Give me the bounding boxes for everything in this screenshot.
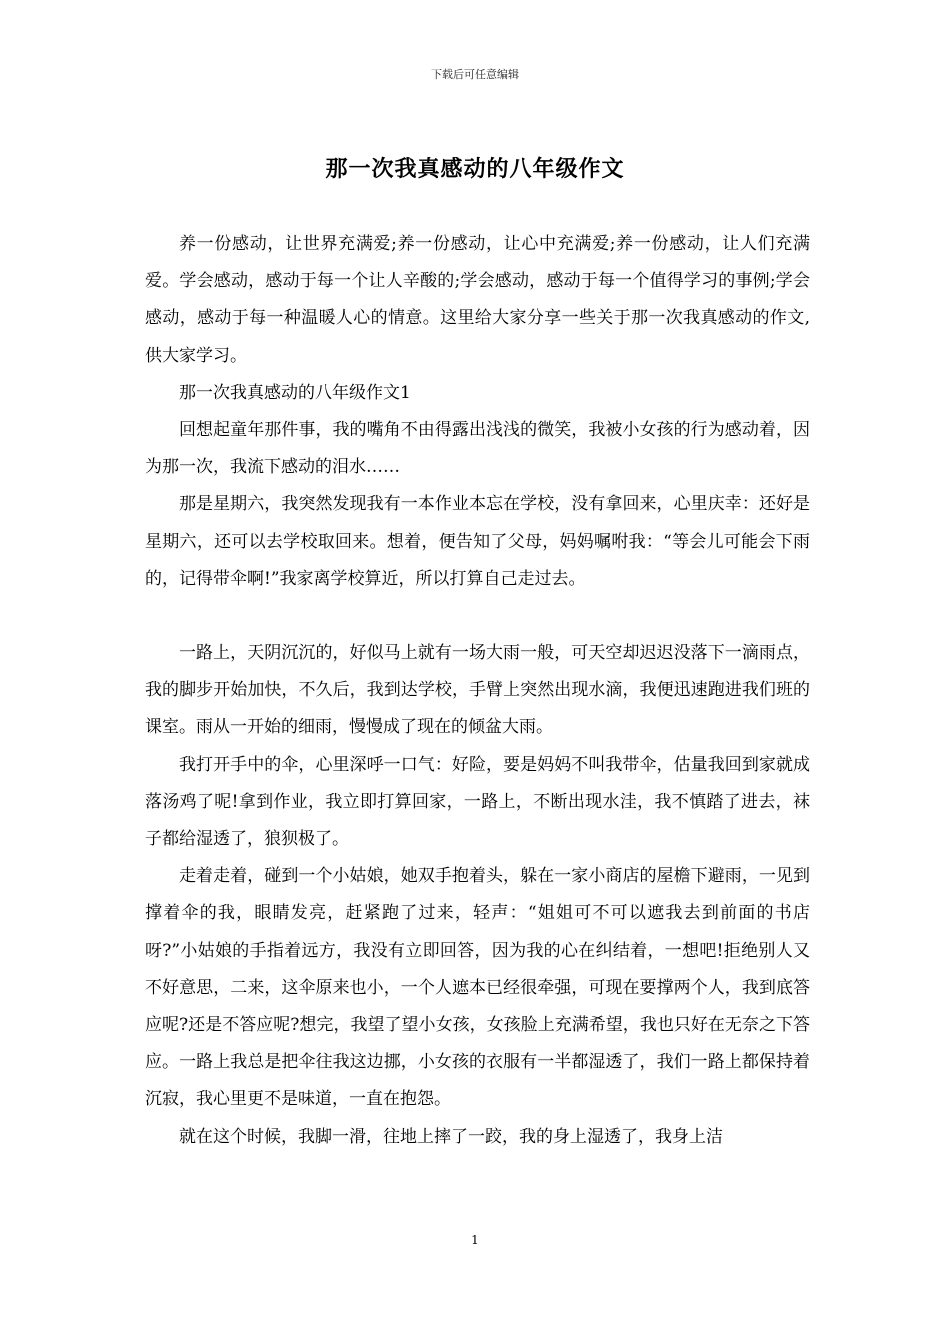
- header-note: 下载后可任意编辑: [431, 68, 519, 81]
- paragraph: 一路上，天阴沉沉的，好似马上就有一场大雨一般，可天空却迟迟没落下一滴雨点，我的脚步开始加快，不久后，我到达学校，手臂上突然出现水滴，我便迅速跑进我们班的课室。雨从一开始的细雨，慢慢成了现在的倾盆大雨。: [145, 643, 810, 738]
- document-title: 那一次我真感动的八年级作文: [325, 156, 625, 182]
- paragraph: 走着走着，碰到一个小姑娘，她双手抱着头，躲在一家小商店的屋檐下避雨，一见到撑着伞的我，眼睛发亮，赶紧跑了过来，轻声：“姐姐可不可以遮我去到前面的书店呀?”小姑娘的手指着远方，我没有立即回答，因为我的心在纠结着，一想吧!拒绝别人又不好意思，二来，这伞原来也小，一个人遮本已经很牵强，可现在要撑两个人，我到底答应呢?还是不答应呢?想完，我望了望小女孩，女孩脸上充满希望，我也只好在无奈之下答应。一路上我总是把伞往我这边挪，小女孩的衣服有一半都湿透了，我们一路上都保持着沉寂，我心里更不是味道，一直在抱怨。: [145, 866, 810, 1110]
- page-number: 1: [471, 1233, 479, 1247]
- paragraph: 就在这个时候，我脚一滑，往地上摔了一跤，我的身上湿透了，我身上洁: [179, 1126, 723, 1147]
- section-heading: 那一次我真感动的八年级作文1: [179, 382, 411, 403]
- paragraph: 回想起童年那件事，我的嘴角不由得露出浅浅的微笑，我被小女孩的行为感动着，因为那一次，我流下感动的泪水……: [145, 420, 810, 478]
- paragraph: 我打开手中的伞，心里深呼一口气：好险，要是妈妈不叫我带伞，估量我回到家就成落汤鸡了呢!拿到作业，我立即打算回家，一路上，不断出现水洼，我不慎踏了进去，袜子都给湿透了，狼狈极了。: [145, 754, 810, 850]
- paragraph-intro: 养一份感动，让世界充满爱;养一份感动，让心中充满爱;养一份感动，让人们充满爱。学会感动，感动于每一个让人辛酸的;学会感动，感动于每一个值得学习的事例;学会感动，感动于每一种温暖人心的情意。这里给大家分享一些关于那一次我真感动的作文,供大家学习。: [145, 234, 810, 366]
- paragraph: 那是星期六，我突然发现我有一本作业本忘在学校，没有拿回来，心里庆幸：还好是星期六，还可以去学校取回来。想着，便告知了父母，妈妈嘱咐我：“等会儿可能会下雨的，记得带伞啊!”我家离学校算近，所以打算自己走过去。: [145, 494, 810, 589]
- document-body: [145, 226, 810, 1156]
